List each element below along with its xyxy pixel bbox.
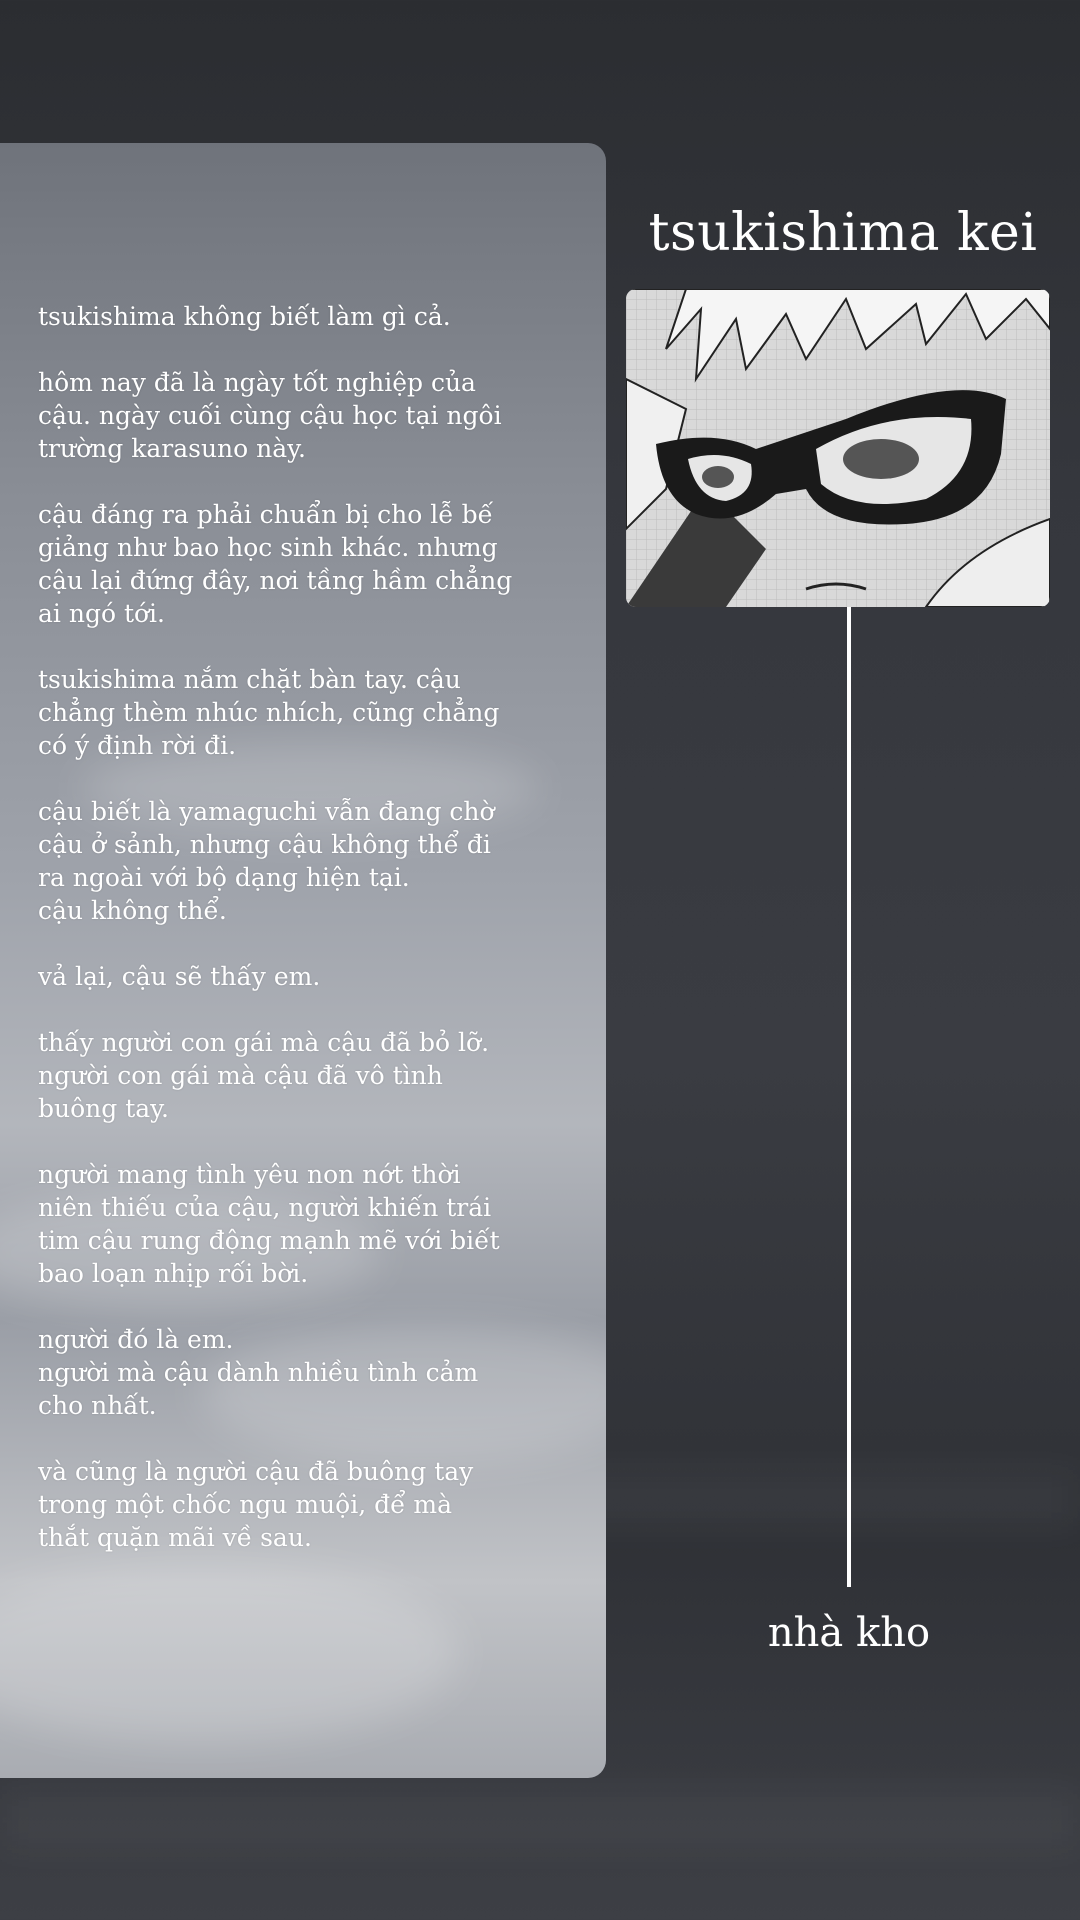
story-paragraph: người mang tình yêu non nớt thời niên thiếu của cậu, người khiến trái tim cậu rung động mạnh mẽ với biết bao loạn nhịp rối bời. — [38, 1160, 500, 1288]
story-paragraph: thấy người con gái mà cậu đã bỏ lỡ. người con gái mà cậu đã vô tình buông tay. — [38, 1028, 490, 1123]
story-paragraph: tsukishima không biết làm gì cả. — [38, 302, 451, 331]
manga-portrait-icon — [626, 289, 1050, 607]
story-paragraph: hôm nay đã là ngày tốt nghiệp của cậu. ngày cuối cùng cậu học tại ngôi trường karasuno này. — [38, 368, 502, 463]
page-title: tsukishima kei — [648, 203, 1038, 263]
footer-label: nhà kho — [767, 1610, 931, 1656]
story-paragraph: cậu biết là yamaguchi vẫn đang chờ cậu ở sảnh, nhưng cậu không thể đi ra ngoài với bộ dạng hiện tại. cậu không thể. — [38, 797, 495, 925]
story-paragraph: và cũng là người cậu đã buông tay trong một chốc ngu muội, để mà thắt quặn mãi về sau. — [38, 1457, 474, 1552]
timeline-line — [847, 607, 851, 1587]
story-paragraph: cậu đáng ra phải chuẩn bị cho lễ bế giảng như bao học sinh khác. nhưng cậu lại đứng đây, nơi tầng hầm chẳng ai ngó tới. — [38, 500, 513, 628]
sky-cloud — [0, 1790, 1080, 1850]
story-paragraph: tsukishima nắm chặt bàn tay. cậu chẳng thèm nhúc nhích, cũng chẳng có ý định rời đi. — [38, 665, 500, 760]
cloud-shape — [0, 1563, 460, 1743]
character-portrait — [626, 289, 1050, 607]
story-text — [38, 300, 538, 1587]
story-paragraph: người đó là em. người mà cậu dành nhiều tình cảm cho nhất. — [38, 1325, 479, 1420]
story-paragraph: vả lại, cậu sẽ thấy em. — [38, 962, 321, 991]
